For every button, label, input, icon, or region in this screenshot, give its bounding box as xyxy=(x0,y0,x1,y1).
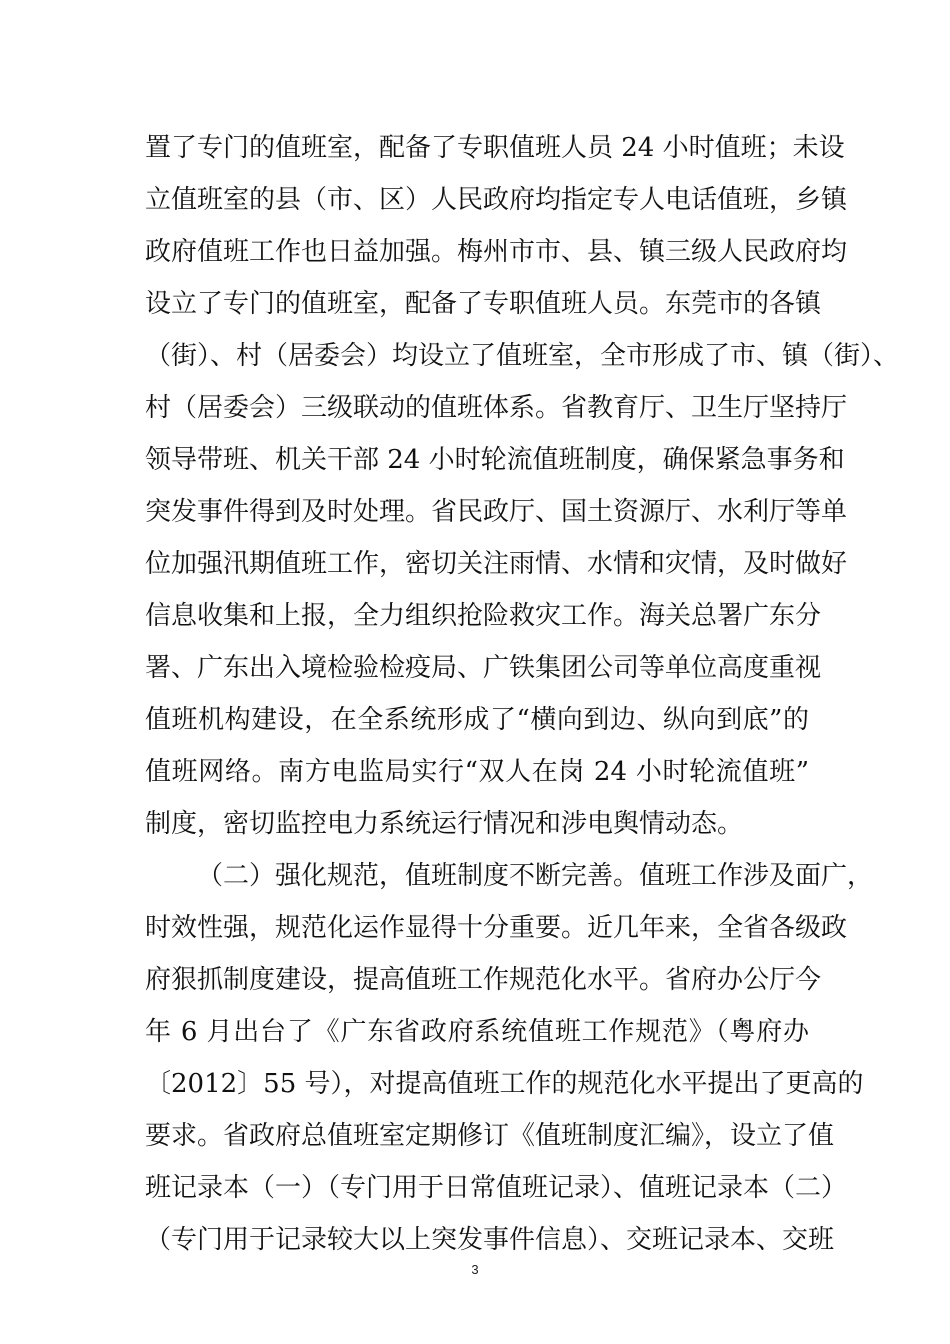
text-line: （专门用于记录较大以上突发事件信息）、交班记录本、交班 xyxy=(145,1225,835,1255)
text-line: 值班机构建设，在全系统形成了“横向到边、纵向到底”的 xyxy=(145,705,809,735)
text-line: 署、广东出入境检验检疫局、广铁集团公司等单位高度重视 xyxy=(145,653,822,683)
text-line: 村（居委会）三级联动的值班体系。省教育厅、卫生厅坚持厅 xyxy=(145,393,848,423)
text-line: 年 6 月出台了《广东省政府系统值班工作规范》（粤府办 xyxy=(145,1017,809,1047)
text-line: 突发事件得到及时处理。省民政厅、国土资源厅、水利厅等单 xyxy=(145,497,848,527)
text-line: 领导带班、机关干部 24 小时轮流值班制度，确保紧急事务和 xyxy=(145,445,845,475)
text-line: 〔2012〕55 号），对提高值班工作的规范化水平提出了更高的 xyxy=(145,1069,864,1099)
text-line: 设立了专门的值班室，配备了专职值班人员。东莞市的各镇 xyxy=(145,289,822,319)
text-line: 立值班室的县（市、区）人民政府均指定专人电话值班，乡镇 xyxy=(145,185,848,215)
paragraph-first-line: （二）强化规范，值班制度不断完善。值班工作涉及面广， xyxy=(197,861,874,891)
text-line: （街）、村（居委会）均设立了值班室，全市形成了市、镇（街）、 xyxy=(145,341,900,371)
text-line: 班记录本（一）（专门用于日常值班记录）、值班记录本（二） xyxy=(145,1173,848,1203)
text-line: 府狠抓制度建设，提高值班工作规范化水平。省府办公厅今 xyxy=(145,965,822,995)
page-number: 3 xyxy=(471,1262,479,1277)
text-line: 位加强汛期值班工作，密切关注雨情、水情和灾情，及时做好 xyxy=(145,549,848,579)
text-line: 时效性强，规范化运作显得十分重要。近几年来，全省各级政 xyxy=(145,913,848,943)
text-line: 制度，密切监控电力系统运行情况和涉电舆情动态。 xyxy=(145,809,744,839)
text-line: 政府值班工作也日益加强。梅州市市、县、镇三级人民政府均 xyxy=(145,237,848,267)
text-line: 要求。省政府总值班室定期修订《值班制度汇编》，设立了值 xyxy=(145,1121,835,1151)
text-line: 置了专门的值班室，配备了专职值班人员 24 小时值班；未设 xyxy=(145,133,845,163)
text-line: 值班网络。南方电监局实行“双人在岗 24 小时轮流值班” xyxy=(145,757,809,787)
text-line: 信息收集和上报，全力组织抢险救灾工作。海关总署广东分 xyxy=(145,601,822,631)
